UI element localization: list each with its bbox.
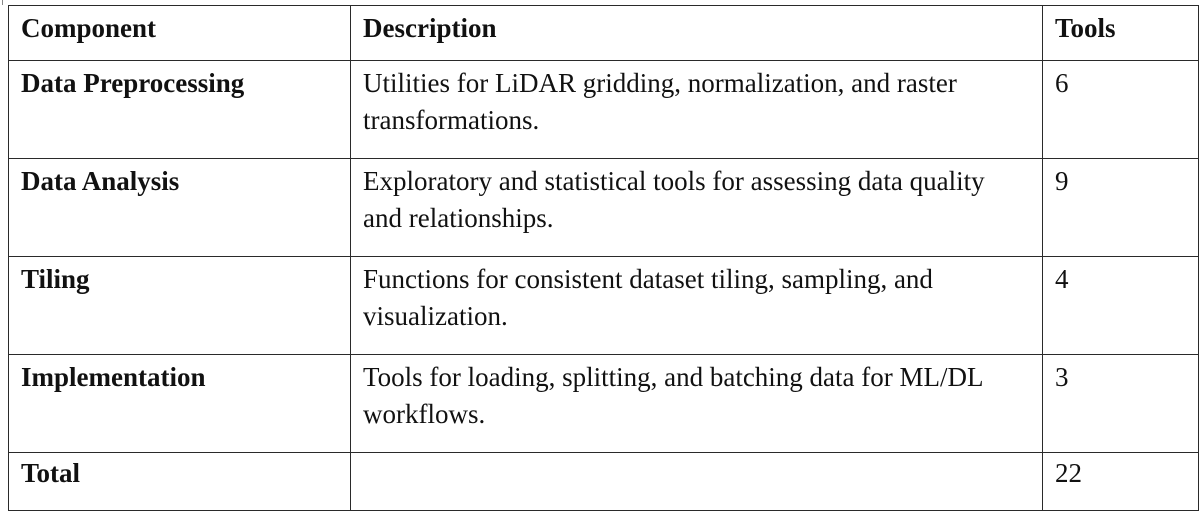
component-cell: Data Preprocessing bbox=[9, 61, 351, 159]
header-description: Description bbox=[351, 6, 1043, 61]
total-label-cell: Total bbox=[9, 453, 351, 511]
tools-cell: 3 bbox=[1043, 355, 1199, 453]
tools-cell: 9 bbox=[1043, 159, 1199, 257]
description-cell: Exploratory and statistical tools for assessing data quality and relationships. bbox=[351, 159, 1043, 257]
header-tools: Tools bbox=[1043, 6, 1199, 61]
description-cell: Tools for loading, splitting, and batching data for ML/DL workflows. bbox=[351, 355, 1043, 453]
corner-mark bbox=[2, 0, 3, 5]
description-cell: Functions for consistent dataset tiling, sampling, and visualization. bbox=[351, 257, 1043, 355]
header-component: Component bbox=[9, 6, 351, 61]
component-cell: Implementation bbox=[9, 355, 351, 453]
tools-cell: 4 bbox=[1043, 257, 1199, 355]
total-row bbox=[9, 453, 1199, 511]
components-table bbox=[8, 5, 1199, 511]
table-row bbox=[9, 257, 1199, 355]
table-row bbox=[9, 61, 1199, 159]
total-description-cell bbox=[351, 453, 1043, 511]
component-cell: Tiling bbox=[9, 257, 351, 355]
tools-cell: 6 bbox=[1043, 61, 1199, 159]
table-row bbox=[9, 355, 1199, 453]
total-tools-cell: 22 bbox=[1043, 453, 1199, 511]
table-row bbox=[9, 159, 1199, 257]
description-cell: Utilities for LiDAR gridding, normalization, and raster transformations. bbox=[351, 61, 1043, 159]
component-cell: Data Analysis bbox=[9, 159, 351, 257]
header-row bbox=[9, 6, 1199, 61]
